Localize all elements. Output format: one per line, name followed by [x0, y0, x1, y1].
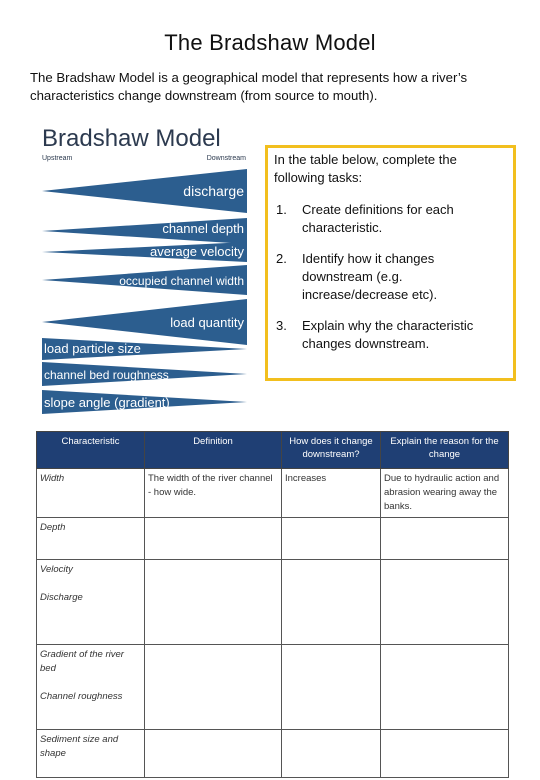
- task-number: 2.: [276, 251, 287, 266]
- cell-characteristic: [37, 560, 145, 645]
- task-box-intro: In the table below, complete the following tasks:: [274, 152, 457, 185]
- characteristic-label: Gradient of the river bed: [40, 649, 124, 674]
- diagram-heading: Bradshaw Model: [42, 125, 221, 152]
- characteristic-label: Velocity: [40, 564, 73, 575]
- label-occupied-channel-width: occupied channel width: [119, 274, 244, 288]
- characteristic-label: Depth: [40, 522, 66, 533]
- task-number: 1.: [276, 202, 287, 217]
- cell-characteristic: [37, 645, 145, 730]
- header-change: How does it change downstream?: [282, 432, 381, 469]
- cell-change[interactable]: [282, 645, 381, 730]
- task-text: Identify how it changes downstream (e.g. increase/decrease etc).: [302, 251, 438, 302]
- header-characteristic: Characteristic: [37, 432, 145, 469]
- task-box: [265, 145, 516, 381]
- table-row: [37, 469, 509, 518]
- cell-reason[interactable]: Due to hydraulic action and abrasion wearing away the banks.: [381, 469, 509, 518]
- characteristic-label: Width: [40, 473, 65, 484]
- label-load-particle-size: load particle size: [44, 341, 141, 356]
- task-number: 3.: [276, 318, 287, 333]
- task-item: [274, 317, 507, 353]
- cell-definition[interactable]: [145, 560, 282, 645]
- characteristic-label: Discharge: [40, 592, 83, 603]
- table-row: [37, 518, 509, 560]
- characteristics-table: [36, 431, 509, 778]
- header-reason: Explain the reason for the change: [381, 432, 509, 469]
- cell-definition[interactable]: [145, 730, 282, 778]
- label-slope-angle: slope angle (gradient): [44, 395, 170, 410]
- header-definition: Definition: [145, 432, 282, 469]
- table-row: [37, 730, 509, 778]
- task-item: [274, 201, 507, 237]
- intro-paragraph: The Bradshaw Model is a geographical model that represents how a river’s characteristics change downstream (from source to mouth).: [30, 70, 468, 103]
- task-list: [274, 201, 507, 353]
- label-discharge: discharge: [183, 183, 244, 199]
- label-channel-bed-roughness: channel bed roughness: [44, 368, 169, 382]
- cell-definition[interactable]: [145, 645, 282, 730]
- label-load-quantity: load quantity: [170, 315, 244, 330]
- task-item: [274, 250, 507, 304]
- table-row: [37, 645, 509, 730]
- bradshaw-model-diagram: [36, 120, 258, 420]
- cell-reason[interactable]: [381, 518, 509, 560]
- cell-definition[interactable]: The width of the river channel - how wide.: [145, 469, 282, 518]
- cell-characteristic: [37, 518, 145, 560]
- cell-definition[interactable]: [145, 518, 282, 560]
- characteristic-label: Channel roughness: [40, 691, 123, 702]
- cell-characteristic: [37, 730, 145, 778]
- task-text: Explain why the characteristic changes downstream.: [302, 318, 474, 351]
- cell-change[interactable]: [282, 518, 381, 560]
- label-channel-depth: channel depth: [162, 221, 244, 236]
- cell-change[interactable]: [282, 560, 381, 645]
- cell-characteristic: [37, 469, 145, 518]
- diagram-upstream-label: Upstream: [42, 155, 73, 162]
- cell-change[interactable]: Increases: [282, 469, 381, 518]
- table-row: [37, 560, 509, 645]
- cell-change[interactable]: [282, 730, 381, 778]
- cell-reason[interactable]: [381, 560, 509, 645]
- cell-reason[interactable]: [381, 730, 509, 778]
- task-text: Create definitions for each characteristic.: [302, 202, 454, 235]
- characteristic-label: Sediment size and shape: [40, 734, 119, 759]
- table-header-row: [37, 432, 509, 469]
- diagram-downstream-label: Downstream: [206, 155, 246, 162]
- label-average-velocity: average velocity: [150, 244, 244, 259]
- page-title: The Bradshaw Model: [164, 30, 376, 55]
- cell-reason[interactable]: [381, 645, 509, 730]
